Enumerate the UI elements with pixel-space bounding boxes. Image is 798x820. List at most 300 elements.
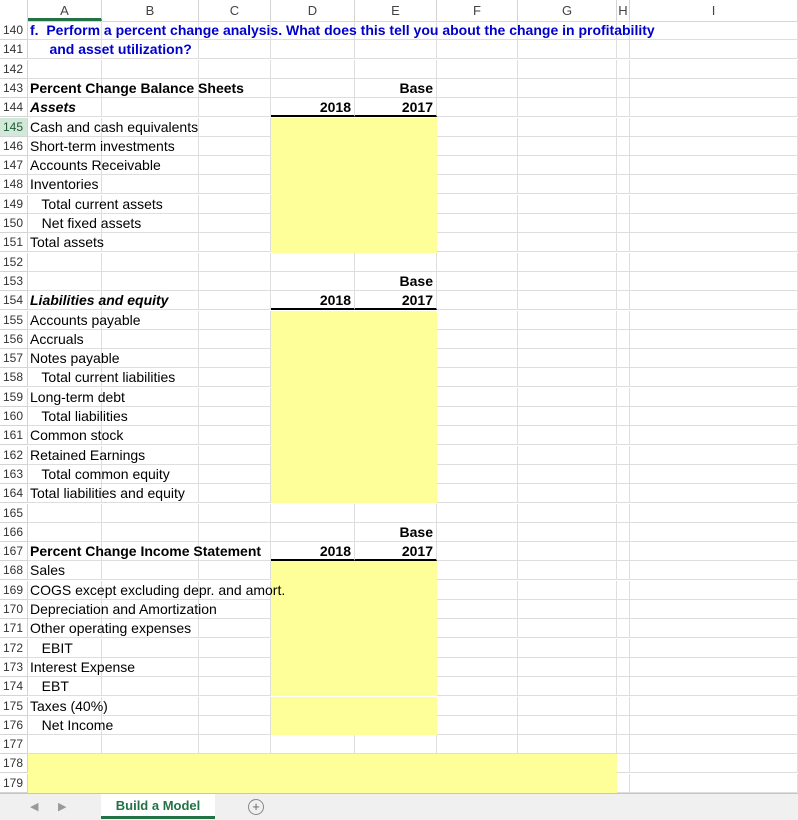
cell-i157[interactable]	[630, 349, 798, 368]
column-header-c[interactable]: C	[199, 0, 271, 21]
cell-i159[interactable]	[630, 388, 798, 407]
cell-c146[interactable]	[199, 137, 271, 156]
cell-h170[interactable]	[617, 600, 630, 619]
cell-h149[interactable]	[617, 195, 630, 214]
cell-f167[interactable]	[437, 542, 518, 561]
cell-h147[interactable]	[617, 156, 630, 175]
cell-c176[interactable]	[199, 716, 271, 735]
column-header-i[interactable]: I	[630, 0, 798, 21]
cell-i163[interactable]	[630, 465, 798, 484]
cell-i156[interactable]	[630, 330, 798, 349]
cell-d166[interactable]	[271, 523, 355, 542]
cell-i162[interactable]	[630, 446, 798, 465]
cell-f162[interactable]	[437, 446, 518, 465]
cell-f145[interactable]	[437, 118, 518, 137]
cell-b175[interactable]	[102, 697, 199, 716]
sheet-tab-build-a-model[interactable]: Build a Model	[101, 794, 215, 819]
row-number[interactable]: 178	[0, 754, 28, 773]
cell-h151[interactable]	[617, 233, 630, 252]
input-area-d-e[interactable]	[271, 600, 437, 619]
input-area-d-e[interactable]	[271, 195, 437, 214]
cell-g144[interactable]	[518, 98, 617, 117]
cell-g157[interactable]	[518, 349, 617, 368]
cell-f146[interactable]	[437, 137, 518, 156]
cell-c154[interactable]	[199, 291, 271, 310]
cell-h172[interactable]	[617, 639, 630, 658]
cell-b166[interactable]	[102, 523, 199, 542]
cell-f163[interactable]	[437, 465, 518, 484]
cell-h173[interactable]	[617, 658, 630, 677]
cell-b142[interactable]	[102, 60, 199, 79]
cell-h162[interactable]	[617, 446, 630, 465]
cell-h152[interactable]	[617, 253, 630, 272]
cell-f160[interactable]	[437, 407, 518, 426]
cell-g147[interactable]	[518, 156, 617, 175]
cell-g153[interactable]	[518, 272, 617, 291]
row-number[interactable]: 140	[0, 21, 28, 40]
cell-g141[interactable]	[518, 40, 617, 59]
cell-f161[interactable]	[437, 426, 518, 445]
cell-g148[interactable]	[518, 175, 617, 194]
cell-g177[interactable]	[518, 735, 617, 754]
cell-c173[interactable]	[199, 658, 271, 677]
cell-f169[interactable]	[437, 581, 518, 600]
input-area-d-e[interactable]	[271, 426, 437, 445]
row-number[interactable]: 151	[0, 233, 28, 252]
row-number[interactable]: 172	[0, 639, 28, 658]
cell-c168[interactable]	[199, 561, 271, 580]
cell-g156[interactable]	[518, 330, 617, 349]
cell-e141[interactable]	[355, 40, 437, 59]
cell-h141[interactable]	[617, 40, 630, 59]
cell-c151[interactable]	[199, 233, 271, 252]
cell-i178[interactable]	[630, 754, 798, 773]
cell-d165[interactable]	[271, 504, 355, 523]
cell-i169[interactable]	[630, 581, 798, 600]
cell-c152[interactable]	[199, 253, 271, 272]
row-number[interactable]: 155	[0, 311, 28, 330]
cell-g168[interactable]	[518, 561, 617, 580]
input-area-d-e[interactable]	[271, 214, 437, 233]
row-number[interactable]: 171	[0, 619, 28, 638]
column-header-g[interactable]: G	[518, 0, 617, 21]
cell-i158[interactable]	[630, 368, 798, 387]
input-area-d-e[interactable]	[271, 311, 437, 330]
row-number[interactable]: 170	[0, 600, 28, 619]
cell-d153[interactable]	[271, 272, 355, 291]
cell-c142[interactable]	[199, 60, 271, 79]
cell-c141[interactable]	[199, 40, 271, 59]
row-number[interactable]: 177	[0, 735, 28, 754]
cell-h157[interactable]	[617, 349, 630, 368]
cell-i161[interactable]	[630, 426, 798, 445]
row-number[interactable]: 167	[0, 542, 28, 561]
cell-a153[interactable]	[28, 272, 102, 291]
cell-i165[interactable]	[630, 504, 798, 523]
row-number[interactable]: 164	[0, 484, 28, 503]
cell-f159[interactable]	[437, 388, 518, 407]
cell-i150[interactable]	[630, 214, 798, 233]
cell-i177[interactable]	[630, 735, 798, 754]
cell-i147[interactable]	[630, 156, 798, 175]
row-number[interactable]: 156	[0, 330, 28, 349]
input-area-d-e[interactable]	[271, 407, 437, 426]
cell-f157[interactable]	[437, 349, 518, 368]
cell-h176[interactable]	[617, 716, 630, 735]
cell-i152[interactable]	[630, 253, 798, 272]
cell-a165[interactable]	[28, 504, 102, 523]
row-number[interactable]: 179	[0, 774, 28, 793]
row-number[interactable]: 148	[0, 175, 28, 194]
column-header-e[interactable]: E	[355, 0, 437, 21]
cell-g169[interactable]	[518, 581, 617, 600]
row-number[interactable]: 146	[0, 137, 28, 156]
cell-f166[interactable]	[437, 523, 518, 542]
cell-h146[interactable]	[617, 137, 630, 156]
cell-h145[interactable]	[617, 118, 630, 137]
cell-h164[interactable]	[617, 484, 630, 503]
cell-f154[interactable]	[437, 291, 518, 310]
cell-g162[interactable]	[518, 446, 617, 465]
select-all-corner[interactable]	[0, 0, 28, 21]
cell-h171[interactable]	[617, 619, 630, 638]
cell-g151[interactable]	[518, 233, 617, 252]
cell-i174[interactable]	[630, 677, 798, 696]
cell-e142[interactable]	[355, 60, 437, 79]
cell-i160[interactable]	[630, 407, 798, 426]
input-area-d-e[interactable]	[271, 368, 437, 387]
cell-b176[interactable]	[102, 716, 199, 735]
scroll-tabs-left-icon[interactable]: ◀	[30, 801, 39, 813]
input-area-d-e[interactable]	[271, 118, 437, 137]
row-number[interactable]: 143	[0, 79, 28, 98]
cell-g167[interactable]	[518, 542, 617, 561]
column-header-h[interactable]: H	[617, 0, 630, 21]
cell-h161[interactable]	[617, 426, 630, 445]
row-number[interactable]: 144	[0, 98, 28, 117]
cell-b174[interactable]	[102, 677, 199, 696]
cell-i154[interactable]	[630, 291, 798, 310]
row-number[interactable]: 152	[0, 253, 28, 272]
cell-g172[interactable]	[518, 639, 617, 658]
cell-f174[interactable]	[437, 677, 518, 696]
cell-c148[interactable]	[199, 175, 271, 194]
cell-i168[interactable]	[630, 561, 798, 580]
row-number[interactable]: 169	[0, 581, 28, 600]
cell-i153[interactable]	[630, 272, 798, 291]
cell-c159[interactable]	[199, 388, 271, 407]
cell-f158[interactable]	[437, 368, 518, 387]
cell-c171[interactable]	[199, 619, 271, 638]
cell-b172[interactable]	[102, 639, 199, 658]
cell-f143[interactable]	[437, 79, 518, 98]
input-area-d-e[interactable]	[271, 388, 437, 407]
input-area-d-e[interactable]	[271, 619, 437, 638]
row-number[interactable]: 157	[0, 349, 28, 368]
cell-i146[interactable]	[630, 137, 798, 156]
cell-g175[interactable]	[518, 697, 617, 716]
cell-h169[interactable]	[617, 581, 630, 600]
input-area-d-e[interactable]	[271, 446, 437, 465]
row-number[interactable]: 149	[0, 195, 28, 214]
input-area-d-e[interactable]	[271, 639, 437, 658]
input-area-d-e[interactable]	[271, 156, 437, 175]
cell-b168[interactable]	[102, 561, 199, 580]
row-number[interactable]: 147	[0, 156, 28, 175]
cell-c147[interactable]	[199, 156, 271, 175]
cell-g163[interactable]	[518, 465, 617, 484]
cell-h160[interactable]	[617, 407, 630, 426]
input-area-d-e[interactable]	[271, 658, 437, 677]
input-area-d-e[interactable]	[271, 233, 437, 252]
cell-h142[interactable]	[617, 60, 630, 79]
input-area-d-e[interactable]	[271, 677, 437, 696]
cell-f144[interactable]	[437, 98, 518, 117]
cell-f173[interactable]	[437, 658, 518, 677]
cell-f141[interactable]	[437, 40, 518, 59]
cell-h177[interactable]	[617, 735, 630, 754]
cell-i166[interactable]	[630, 523, 798, 542]
input-area-d-e[interactable]	[271, 330, 437, 349]
cell-c161[interactable]	[199, 426, 271, 445]
row-number[interactable]: 175	[0, 697, 28, 716]
cell-g152[interactable]	[518, 253, 617, 272]
cell-h165[interactable]	[617, 504, 630, 523]
cell-f153[interactable]	[437, 272, 518, 291]
cell-b153[interactable]	[102, 272, 199, 291]
input-area-d-e[interactable]	[271, 465, 437, 484]
cell-i170[interactable]	[630, 600, 798, 619]
cell-h153[interactable]	[617, 272, 630, 291]
cell-d143[interactable]	[271, 79, 355, 98]
cell-f151[interactable]	[437, 233, 518, 252]
spreadsheet-grid[interactable]	[0, 21, 798, 793]
cell-f170[interactable]	[437, 600, 518, 619]
cell-i151[interactable]	[630, 233, 798, 252]
cell-i149[interactable]	[630, 195, 798, 214]
cell-c177[interactable]	[199, 735, 271, 754]
column-header-a[interactable]: A	[28, 0, 102, 21]
cell-d152[interactable]	[271, 253, 355, 272]
row-number[interactable]: 161	[0, 426, 28, 445]
cell-f164[interactable]	[437, 484, 518, 503]
column-header-f[interactable]: F	[437, 0, 518, 21]
cell-i145[interactable]	[630, 118, 798, 137]
input-area-d-e[interactable]	[271, 697, 437, 716]
cell-g149[interactable]	[518, 195, 617, 214]
cell-c145[interactable]	[199, 118, 271, 137]
cell-g150[interactable]	[518, 214, 617, 233]
cell-i176[interactable]	[630, 716, 798, 735]
row-number[interactable]: 160	[0, 407, 28, 426]
input-area-d-e[interactable]	[271, 175, 437, 194]
cell-i175[interactable]	[630, 697, 798, 716]
cell-f150[interactable]	[437, 214, 518, 233]
cell-c158[interactable]	[199, 368, 271, 387]
cell-a166[interactable]	[28, 523, 102, 542]
cell-g176[interactable]	[518, 716, 617, 735]
cell-i164[interactable]	[630, 484, 798, 503]
row-number[interactable]: 166	[0, 523, 28, 542]
cell-h143[interactable]	[617, 79, 630, 98]
cell-i179[interactable]	[630, 774, 798, 793]
cell-h178[interactable]	[617, 754, 630, 773]
cell-h174[interactable]	[617, 677, 630, 696]
cell-c155[interactable]	[199, 311, 271, 330]
cell-c166[interactable]	[199, 523, 271, 542]
cell-a142[interactable]	[28, 60, 102, 79]
answer-area[interactable]	[28, 774, 617, 793]
cell-c165[interactable]	[199, 504, 271, 523]
cell-i173[interactable]	[630, 658, 798, 677]
cell-g154[interactable]	[518, 291, 617, 310]
cell-g146[interactable]	[518, 137, 617, 156]
cell-f152[interactable]	[437, 253, 518, 272]
row-number[interactable]: 162	[0, 446, 28, 465]
row-number[interactable]: 176	[0, 716, 28, 735]
cell-h175[interactable]	[617, 697, 630, 716]
cell-b156[interactable]	[102, 330, 199, 349]
cell-b165[interactable]	[102, 504, 199, 523]
cell-h168[interactable]	[617, 561, 630, 580]
cell-g159[interactable]	[518, 388, 617, 407]
cell-f168[interactable]	[437, 561, 518, 580]
cell-h179[interactable]	[617, 774, 630, 793]
cell-f165[interactable]	[437, 504, 518, 523]
cell-i167[interactable]	[630, 542, 798, 561]
cell-h148[interactable]	[617, 175, 630, 194]
cell-h150[interactable]	[617, 214, 630, 233]
cell-g143[interactable]	[518, 79, 617, 98]
cell-h154[interactable]	[617, 291, 630, 310]
cell-i140[interactable]	[630, 21, 798, 40]
cell-b148[interactable]	[102, 175, 199, 194]
row-number[interactable]: 168	[0, 561, 28, 580]
cell-f147[interactable]	[437, 156, 518, 175]
cell-i141[interactable]	[630, 40, 798, 59]
cell-c150[interactable]	[199, 214, 271, 233]
cell-h144[interactable]	[617, 98, 630, 117]
cell-g171[interactable]	[518, 619, 617, 638]
answer-area[interactable]	[28, 754, 617, 773]
cell-h167[interactable]	[617, 542, 630, 561]
cell-h166[interactable]	[617, 523, 630, 542]
row-number[interactable]: 174	[0, 677, 28, 696]
cell-f156[interactable]	[437, 330, 518, 349]
row-number[interactable]: 145	[0, 118, 28, 137]
cell-b152[interactable]	[102, 253, 199, 272]
cell-c162[interactable]	[199, 446, 271, 465]
cell-g155[interactable]	[518, 311, 617, 330]
input-area-d-e[interactable]	[271, 484, 437, 503]
input-area-d-e[interactable]	[271, 716, 437, 735]
cell-h158[interactable]	[617, 368, 630, 387]
cell-c153[interactable]	[199, 272, 271, 291]
cell-b177[interactable]	[102, 735, 199, 754]
scroll-tabs-right-icon[interactable]: ▶	[58, 801, 67, 813]
cell-e177[interactable]	[355, 735, 437, 754]
cell-i143[interactable]	[630, 79, 798, 98]
cell-i171[interactable]	[630, 619, 798, 638]
cell-c149[interactable]	[199, 195, 271, 214]
cell-g173[interactable]	[518, 658, 617, 677]
cell-g145[interactable]	[518, 118, 617, 137]
cell-c144[interactable]	[199, 98, 271, 117]
cell-g164[interactable]	[518, 484, 617, 503]
cell-i172[interactable]	[630, 639, 798, 658]
cell-d142[interactable]	[271, 60, 355, 79]
cell-h156[interactable]	[617, 330, 630, 349]
row-number[interactable]: 150	[0, 214, 28, 233]
row-number[interactable]: 154	[0, 291, 28, 310]
cell-g174[interactable]	[518, 677, 617, 696]
cell-i155[interactable]	[630, 311, 798, 330]
cell-c172[interactable]	[199, 639, 271, 658]
cell-f177[interactable]	[437, 735, 518, 754]
row-number[interactable]: 142	[0, 60, 28, 79]
cell-f175[interactable]	[437, 697, 518, 716]
cell-i148[interactable]	[630, 175, 798, 194]
input-area-d-e[interactable]	[271, 581, 437, 600]
row-number[interactable]: 163	[0, 465, 28, 484]
cell-d141[interactable]	[271, 40, 355, 59]
row-number[interactable]: 173	[0, 658, 28, 677]
cell-b151[interactable]	[102, 233, 199, 252]
cell-b144[interactable]	[102, 98, 199, 117]
cell-e165[interactable]	[355, 504, 437, 523]
cell-g160[interactable]	[518, 407, 617, 426]
cell-f142[interactable]	[437, 60, 518, 79]
cell-g166[interactable]	[518, 523, 617, 542]
cell-f148[interactable]	[437, 175, 518, 194]
cell-g170[interactable]	[518, 600, 617, 619]
cell-c160[interactable]	[199, 407, 271, 426]
cell-g165[interactable]	[518, 504, 617, 523]
cell-c157[interactable]	[199, 349, 271, 368]
cell-f149[interactable]	[437, 195, 518, 214]
cell-i142[interactable]	[630, 60, 798, 79]
input-area-d-e[interactable]	[271, 561, 437, 580]
row-number[interactable]: 159	[0, 388, 28, 407]
row-number[interactable]: 141	[0, 40, 28, 59]
cell-c175[interactable]	[199, 697, 271, 716]
cell-i144[interactable]	[630, 98, 798, 117]
cell-h159[interactable]	[617, 388, 630, 407]
cell-a152[interactable]	[28, 253, 102, 272]
cell-f176[interactable]	[437, 716, 518, 735]
cell-g158[interactable]	[518, 368, 617, 387]
cell-e152[interactable]	[355, 253, 437, 272]
cell-h163[interactable]	[617, 465, 630, 484]
cell-g142[interactable]	[518, 60, 617, 79]
cell-d177[interactable]	[271, 735, 355, 754]
cell-c174[interactable]	[199, 677, 271, 696]
input-area-d-e[interactable]	[271, 137, 437, 156]
cell-h155[interactable]	[617, 311, 630, 330]
row-number[interactable]: 153	[0, 272, 28, 291]
row-number[interactable]: 165	[0, 504, 28, 523]
cell-c156[interactable]	[199, 330, 271, 349]
cell-c163[interactable]	[199, 465, 271, 484]
cell-f171[interactable]	[437, 619, 518, 638]
cell-a177[interactable]	[28, 735, 102, 754]
cell-g161[interactable]	[518, 426, 617, 445]
column-header-d[interactable]: D	[271, 0, 355, 21]
add-sheet-icon[interactable]: +	[248, 799, 264, 815]
row-number[interactable]: 158	[0, 368, 28, 387]
input-area-d-e[interactable]	[271, 349, 437, 368]
cell-f172[interactable]	[437, 639, 518, 658]
